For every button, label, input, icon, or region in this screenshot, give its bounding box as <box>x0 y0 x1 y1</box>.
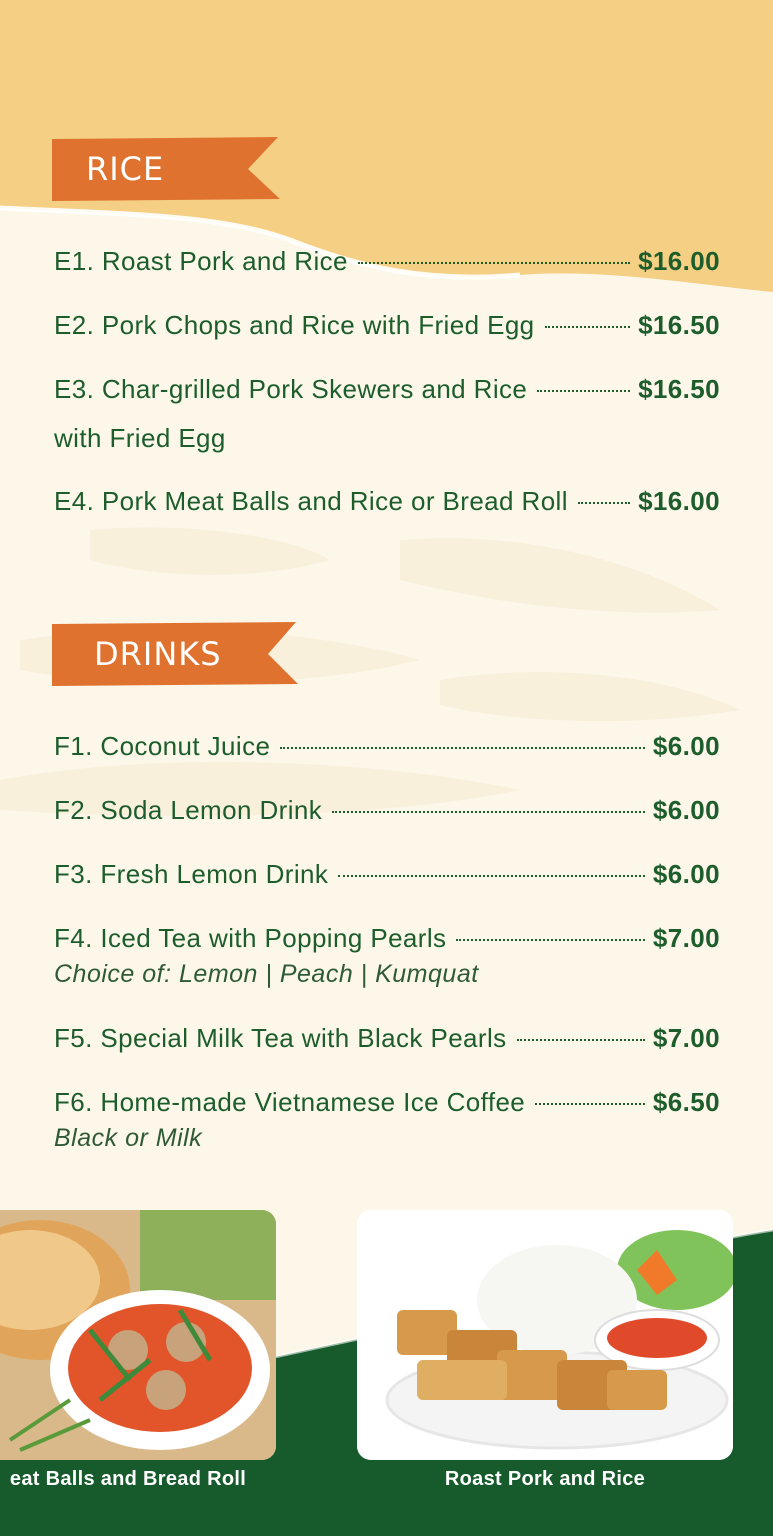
item-name: F4. Iced Tea with Popping Pearls <box>54 923 447 953</box>
item-note: Black or Milk <box>54 1124 203 1152</box>
item-name: F6. Home-made Vietnamese Ice Coffee <box>54 1087 526 1117</box>
item-name: F3. Fresh Lemon Drink <box>54 859 329 889</box>
item-name: E1. Roast Pork and Rice <box>54 246 348 276</box>
menu-item-f1 <box>54 731 720 762</box>
item-name: E4. Pork Meat Balls and Rice or Bread Roll <box>54 486 568 516</box>
item-name: F2. Soda Lemon Drink <box>54 795 323 825</box>
item-name: F1. Coconut Juice <box>54 731 271 761</box>
roast-pork-rice-image <box>357 1210 733 1460</box>
dot-leader <box>537 390 630 392</box>
item-price: $6.00 <box>652 859 720 889</box>
menu-item-f6 <box>54 1087 720 1153</box>
menu-item-f5 <box>54 1023 720 1054</box>
dot-leader <box>338 875 645 877</box>
dot-leader <box>545 326 631 328</box>
menu-item-f3 <box>54 859 720 890</box>
item-price: $7.00 <box>652 923 720 953</box>
item-price: $6.00 <box>652 795 720 825</box>
rice-heading: RICE <box>86 150 165 188</box>
photo-meat-balls-bread-roll <box>0 1210 276 1460</box>
menu-item-f2 <box>54 795 720 826</box>
dot-leader <box>456 939 644 941</box>
item-name: E3. Char-grilled Pork Skewers and Rice <box>54 374 528 404</box>
item-price: $6.50 <box>652 1087 720 1117</box>
menu-item-e4 <box>54 486 720 517</box>
item-name: F5. Special Milk Tea with Black Pearls <box>54 1023 507 1053</box>
dot-leader <box>517 1039 645 1041</box>
photo-roast-pork-rice <box>357 1210 733 1460</box>
item-price: $7.00 <box>652 1023 720 1053</box>
dot-leader <box>332 811 645 813</box>
dot-leader <box>535 1103 645 1105</box>
drinks-heading: DRINKS <box>94 635 222 673</box>
menu-item-e3 <box>54 374 720 454</box>
background-brush-texture <box>0 520 773 880</box>
dot-leader <box>280 747 645 749</box>
item-price: $16.00 <box>638 486 720 516</box>
dot-leader <box>578 502 630 504</box>
menu-item-e1 <box>54 246 720 277</box>
item-price: $6.00 <box>652 731 720 761</box>
item-note: Choice of: Lemon | Peach | Kumquat <box>54 960 479 988</box>
rice-section-banner <box>52 137 280 201</box>
item-name-continued: with Fried Egg <box>54 423 226 453</box>
photo-caption: Roast Pork and Rice <box>444 1468 646 1490</box>
photo-caption: eat Balls and Bread Roll <box>9 1468 247 1490</box>
item-price: $16.50 <box>638 374 720 404</box>
meat-balls-soup-image <box>0 1210 276 1460</box>
menu-item-f4 <box>54 923 720 989</box>
item-price: $16.00 <box>638 246 720 276</box>
drinks-section-banner <box>52 622 298 686</box>
dot-leader <box>358 262 630 264</box>
item-price: $16.50 <box>638 310 720 340</box>
menu-item-e2 <box>54 310 720 341</box>
item-name: E2. Pork Chops and Rice with Fried Egg <box>54 310 535 340</box>
